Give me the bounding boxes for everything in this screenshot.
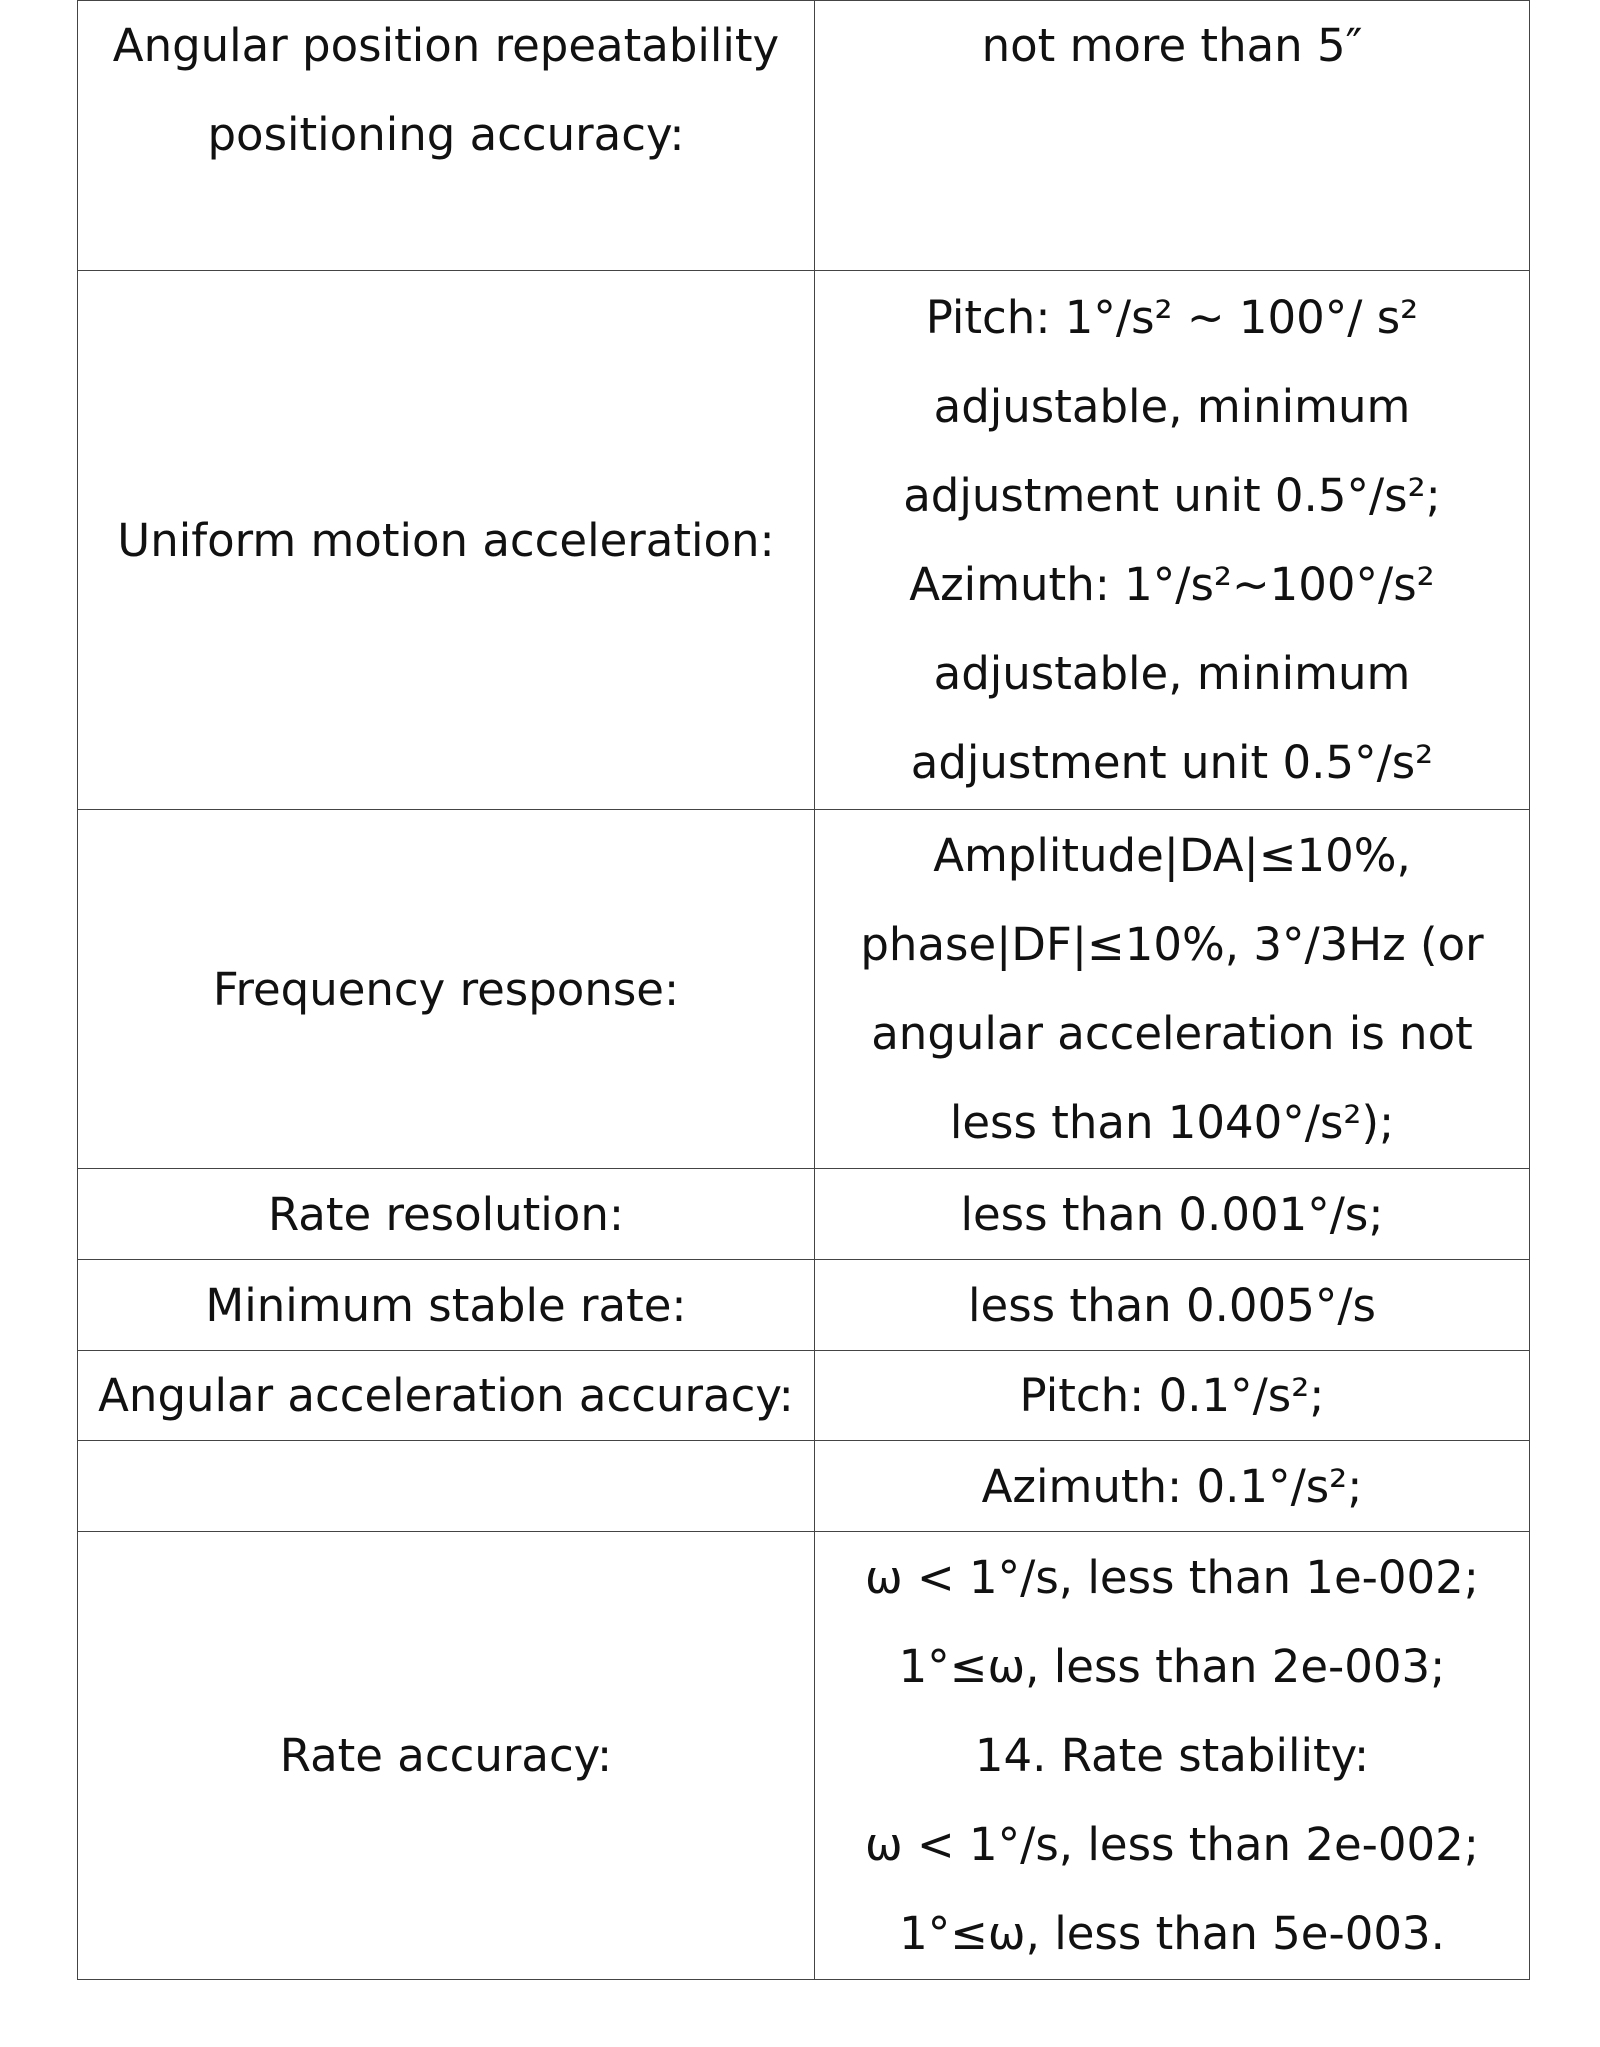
label-line: Uniform motion acceleration: — [117, 513, 775, 567]
row-label-frequency-response — [78, 810, 815, 1169]
table-row — [78, 1532, 1530, 1980]
row-value-rate-resolution — [815, 1169, 1530, 1260]
value-line: Azimuth: 1°/s²~100°/s² — [909, 558, 1435, 611]
row-value-angular-acceleration-accuracy — [815, 1351, 1530, 1441]
label-line: Rate resolution: — [267, 1187, 625, 1241]
row-label-angular-acceleration-accuracy — [78, 1351, 815, 1441]
label-line: positioning accuracy: — [207, 108, 685, 161]
value-line: adjustable, minimum — [933, 647, 1411, 700]
value-line: 14. Rate stability: — [974, 1729, 1370, 1782]
label-line: Angular acceleration accuracy: — [98, 1369, 794, 1422]
value-line: less than 1040°/s²); — [949, 1096, 1395, 1149]
table-row — [78, 1351, 1530, 1441]
value-line: ω < 1°/s, less than 1e-002; — [865, 1551, 1479, 1604]
label-line: Frequency response: — [212, 962, 680, 1016]
table-row — [78, 1169, 1530, 1260]
row-value-angular-position-repeatability — [815, 1, 1530, 271]
row-label-rate-accuracy — [78, 1532, 815, 1980]
value-line: less than 0.005°/s — [968, 1278, 1376, 1332]
spec-table-upper — [77, 0, 1530, 1441]
row-label-minimum-stable-rate — [78, 1260, 815, 1351]
row-label-rate-resolution — [78, 1169, 815, 1260]
row-value-frequency-response — [815, 810, 1530, 1169]
value-line: less than 0.001°/s; — [960, 1187, 1384, 1241]
table-row — [78, 271, 1530, 810]
value-line: Pitch: 0.1°/s²; — [1019, 1369, 1325, 1422]
table-row — [78, 810, 1530, 1169]
value-line: Amplitude|DA|≤10%, — [933, 829, 1411, 882]
value-line: adjustable, minimum — [933, 380, 1411, 433]
table-row — [78, 1260, 1530, 1351]
value-line: Azimuth: 0.1°/s²; — [981, 1459, 1363, 1513]
value-line: ω < 1°/s, less than 2e-002; — [865, 1818, 1479, 1871]
value-line: 1°≤ω, less than 5e-003. — [899, 1907, 1445, 1960]
table-row — [78, 1, 1530, 271]
row-value-uniform-motion-acceleration — [815, 271, 1530, 810]
spec-table-lower — [77, 1440, 1530, 1980]
value-line: adjustment unit 0.5°/s²; — [903, 469, 1441, 522]
value-line: 1°≤ω, less than 2e-003; — [898, 1640, 1446, 1693]
row-label-empty — [78, 1441, 815, 1532]
value-line: phase|DF|≤10%, 3°/3Hz (or — [860, 918, 1484, 971]
table-row — [78, 1441, 1530, 1532]
label-line: Minimum stable rate: — [205, 1278, 687, 1332]
label-line: Angular position repeatability — [112, 19, 780, 72]
row-value-azimuth-acceleration-accuracy — [815, 1441, 1530, 1532]
row-label-uniform-motion-acceleration — [78, 271, 815, 810]
value-line: angular acceleration is not — [871, 1007, 1473, 1060]
row-label-angular-position-repeatability — [78, 1, 815, 271]
row-value-rate-accuracy — [815, 1532, 1530, 1980]
value-line: not more than 5″ — [981, 19, 1363, 72]
label-line: Rate accuracy: — [279, 1729, 613, 1782]
value-line: Pitch: 1°/s² ~ 100°/ s² — [925, 291, 1419, 344]
row-value-minimum-stable-rate — [815, 1260, 1530, 1351]
value-line: adjustment unit 0.5°/s² — [910, 736, 1434, 789]
